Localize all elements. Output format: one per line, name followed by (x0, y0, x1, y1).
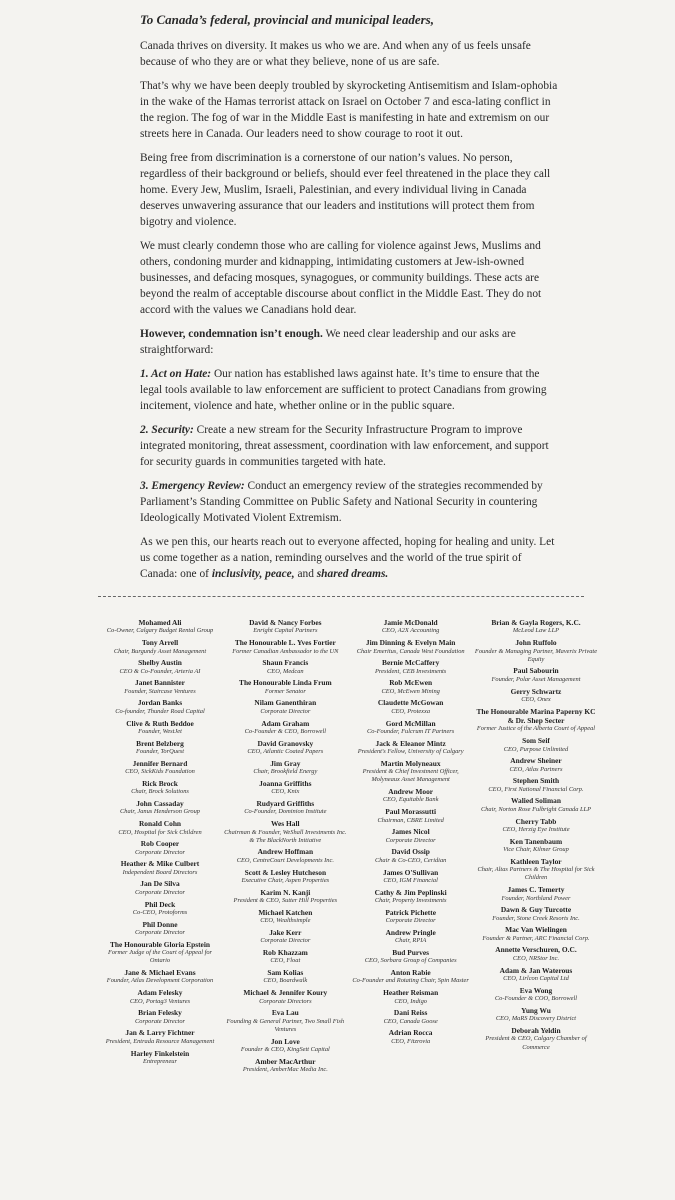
signatory-title: Founder, Polar Asset Management (491, 675, 581, 683)
signatory-title: CEO, Onex (521, 695, 551, 703)
signatory-name: Adam Graham (261, 718, 310, 728)
signatory-title: Co-Founder, Fulcrum IT Partners (367, 727, 455, 735)
signatory-name: Clive & Ruth Beddoe (126, 718, 194, 728)
signatory-title: CEO, Indigo (394, 997, 427, 1005)
signatory (349, 638, 473, 656)
signatory-title: Executive Chair, Aspen Properties (241, 876, 330, 884)
signatory (474, 666, 598, 684)
ask-security-text: Create a new stream for the Security Infrastructure Program to improve integrated monitoring, threat assessment, coordination with law enforcement, and support for security guards in communities targeted with hate. (140, 424, 549, 468)
signatory (223, 658, 347, 676)
signatory-title: CEO, Float (270, 957, 301, 965)
signatory-title: Corporate Director (260, 937, 311, 945)
signatory-name: Jamie McDonald (383, 618, 438, 627)
signatory (223, 618, 347, 636)
signatory (223, 638, 347, 656)
signatory-title: Former Canadian Ambassador to the UN (232, 647, 339, 655)
signatory-title: CEO, IGM Financial (383, 876, 438, 884)
signatory (474, 905, 598, 923)
signatory-title: Founder & Partner, ARC Financial Corp. (482, 934, 590, 942)
section-divider (98, 596, 584, 597)
signatory-title: CEO, CentreCourt Developments Inc. (236, 856, 334, 864)
signatory-title: Former Justice of the Alberta Court of Appeal (476, 725, 596, 733)
signatory (98, 1028, 222, 1046)
signatory (223, 948, 347, 966)
signatory (474, 857, 598, 883)
signatory (474, 1026, 598, 1052)
signatory-name: Adam & Jan Waterous (499, 965, 573, 975)
signatory-name: Kathleen Taylor (510, 856, 562, 866)
signatory-title: Founder, Atlas Development Corporation (106, 977, 214, 985)
signatory-name: Tony Arrell (141, 638, 179, 648)
signatory (98, 819, 222, 837)
signatory (98, 618, 222, 636)
signatory-title: CEO, Medcan (267, 667, 304, 675)
signatory-name: Cherry Tabb (515, 816, 557, 826)
signatory (349, 847, 473, 865)
signatory-name: Eva Wong (519, 985, 553, 995)
signatory-title: CEO, Knix (271, 788, 300, 796)
signatory-title: CEO, Fitzrovia (391, 1037, 431, 1045)
signatory-name: Adrian Rocca (388, 1028, 433, 1038)
signatory-name: Yung Wu (521, 1005, 551, 1015)
signatory (223, 799, 347, 817)
signatory-name: Som Seif (522, 736, 550, 746)
closing-and: and (294, 568, 317, 580)
closing-text: As we pen this, our hearts reach out to everyone affected, hoping for healing and unity. Let us come together as a nation, reminding ourselves and the world of the true spirit of Canada: one of (140, 536, 555, 580)
signatory-title: Founder, Stone Creek Resorts Inc. (492, 914, 580, 922)
signatory-title: CEO, SickKids Foundation (125, 768, 195, 776)
signatory (474, 638, 598, 664)
signatory-name: John Cassaday (136, 798, 184, 808)
signatory-title: Founder, Northland Power (501, 894, 571, 902)
signatory-title: CEO, Sorbara Group of Companies (364, 957, 457, 965)
signatory-name: Jake Kerr (269, 927, 302, 937)
signatory-name: Dani Reiss (393, 1008, 428, 1018)
signatory-name: Shaun Francis (262, 658, 309, 668)
signatory (474, 817, 598, 835)
signatory-title: Chair, Property Investments (374, 897, 447, 905)
signatory (349, 739, 473, 757)
signatory-name: The Honourable L. Yves Fortier (234, 638, 336, 648)
signatory-name: Dawn & Guy Turcotte (500, 905, 572, 915)
signatory-name: Jane & Michael Evans (124, 968, 196, 978)
signatory-name: Andrew Moor (388, 787, 434, 797)
signatory-title: Corporate Director (385, 917, 436, 925)
signatory (98, 719, 222, 737)
signatory-title: CEO, Portag3 Ventures (129, 997, 191, 1005)
signatory-title: CEO, First National Financial Corp. (488, 785, 584, 793)
signatory-name: Mac Van Wielingen (505, 925, 567, 935)
signatory-name: Rob McEwen (389, 678, 433, 688)
signatory (98, 900, 222, 918)
signatory-title: President & CEO, Calgary Chamber of Commerce (485, 1035, 587, 1051)
signatory-title: CEO, Lirlcon Capital Ltd (503, 974, 569, 982)
signatory-title: Co-Owner, Calgary Budget Rental Group (106, 627, 214, 635)
signatory-name: Michael & Jennifer Koury (243, 988, 328, 998)
signatory-name: Deborah Yeldin (511, 1025, 561, 1035)
signatory-title: Corporate Director (135, 929, 185, 937)
signatory (474, 707, 598, 734)
signatory-name: Patrick Pichette (385, 907, 436, 917)
signatory (349, 719, 473, 737)
signatory-name: Jack & Eleanor Mintz (375, 738, 446, 748)
signatory (223, 908, 347, 926)
signatory-title: Vice Chair, Kilmer Group (503, 846, 569, 854)
signatory-title: Co-Founder & CEO, Borrowell (244, 727, 327, 735)
signatory-column (349, 618, 473, 1077)
signatory-name: Bud Purves (392, 947, 430, 957)
signatory (98, 638, 222, 656)
signatory (474, 986, 598, 1004)
signatory-name: Phil Deck (144, 899, 176, 909)
signatory-name: James Nicol (391, 827, 430, 837)
signatory (223, 1057, 347, 1075)
signatory-title: CEO, Atlas Partners (509, 765, 563, 773)
signatory-name: Andrew Pringle (385, 927, 436, 937)
signatory-title: CEO, Purpose Unlimited (503, 745, 569, 753)
signatory-name: Rob Cooper (140, 839, 180, 849)
signatory (349, 698, 473, 716)
signatory-title: Co-Founder & COO, Borrowell (494, 995, 578, 1003)
signatory (98, 779, 222, 797)
signatory (98, 739, 222, 757)
signatory-title: Co-Founder and Rotating Chair, Spin Master (352, 977, 469, 985)
signatory (349, 968, 473, 986)
signatory (474, 776, 598, 794)
signatory-title: McLeod Law LLP (512, 627, 560, 635)
signatory-title: Former Judge of the Court of Appeal for Ontario (107, 949, 213, 965)
signatory-name: Annette Verschuren, O.C. (495, 945, 577, 955)
signatory-name: David & Nancy Forbes (249, 618, 322, 627)
signatory (223, 819, 347, 845)
signatory-title: Corporate Director (135, 1017, 185, 1025)
signatory (474, 618, 598, 636)
signatory (474, 885, 598, 903)
signatory (474, 796, 598, 814)
signatory (223, 988, 347, 1006)
signatory (98, 1049, 222, 1067)
signatory (349, 908, 473, 926)
paragraph-condemn: We must clearly condemn those who are calling for violence against Jews, Muslims and others, condoning murder and kidnapping, intimidating customers at Jew-ish-owned businesses, and defacing mosques, synagogues, or community buildings. These acts are beyond the realm of acceptable discourse about conflict in the Middle East. They do not accord with the values we Canadians hold dear. (140, 240, 542, 316)
signatory-title: Co-founder, Thunder Road Capital (115, 707, 205, 715)
signatory (223, 928, 347, 946)
signatory (98, 879, 222, 897)
ask-act-on-hate-text: Our nation has established laws against hate. It’s time to ensure that the legal tools available to law enforcement are sufficient to protect Canadians from growing incitement, violence and hate, whether online or in the public square. (140, 368, 547, 412)
ask-act-on-hate-label: 1. Act on Hate: (140, 368, 212, 380)
signatory-title: CEO, Atlantic Coated Papers (247, 748, 324, 756)
signatory-title: Chair, Burgundy Asset Management (113, 647, 207, 655)
signatory-title: Chairman, CBRE Limited (377, 816, 444, 824)
signatory (349, 928, 473, 946)
letter-body (140, 6, 560, 590)
signatory-title: Former Senator (264, 687, 306, 695)
signatory-name: Ken Tanenbaum (509, 836, 563, 846)
signatory-title: Corporate Director (385, 836, 436, 844)
signatory-name: John Ruffolo (515, 638, 557, 648)
signatory (223, 868, 347, 886)
signatory-name: Brian & Gayla Rogers, K.C. (491, 618, 581, 627)
signatory (223, 888, 347, 906)
signatory (349, 827, 473, 845)
signatory-name: Joanna Griffiths (259, 778, 312, 788)
signatory-name: Bernie McCaffery (382, 658, 440, 668)
signatory-title: Chair, RPIA (395, 937, 427, 945)
signatory-title: Enright Capital Partners (253, 627, 318, 635)
signatory (349, 678, 473, 696)
signatory-name: Cathy & Jim Peplinski (374, 887, 447, 897)
signatory-name: Claudette McGowan (377, 698, 444, 708)
signatory-name: Eva Lau (271, 1008, 299, 1018)
signatory-name: Jennifer Bernard (132, 758, 188, 768)
signatory-name: Martin Molyneaux (380, 758, 441, 768)
signatory (223, 719, 347, 737)
signatory-title: Independent Board Directors (122, 868, 198, 876)
signatory-name: Anton Rabie (390, 968, 431, 978)
closing-emphasis-2: shared dreams. (316, 568, 389, 580)
signatory (223, 847, 347, 865)
signatory (98, 1008, 222, 1026)
signatory-title: CEO, A2X Accounting (381, 627, 440, 635)
signatory-title: President & CEO, Sutter Hill Properties (233, 897, 338, 905)
signatory-title: President, AmberMac Media Inc. (242, 1066, 328, 1074)
signatory-name: Gord McMillan (385, 718, 436, 728)
paragraph-closing (140, 534, 560, 582)
signatory-name: Brent Belzberg (136, 738, 184, 748)
signatory-name: Harley Finkelstein (130, 1048, 190, 1058)
signatory-title: CEO & Co-Founder, Arteria AI (119, 667, 201, 675)
condemnation-rest: We need clear leadership and our asks are straightforward: (140, 328, 516, 356)
signatory-title: Founding & General Partner, Two Small Fish Ventures (226, 1017, 345, 1033)
signatory-title: Co-CEO, Protoforms (132, 908, 188, 916)
signatory (349, 1028, 473, 1046)
signatory-name: Heather Reisman (383, 988, 439, 998)
signatory-name: James C. Temerty (507, 885, 565, 895)
signatory (474, 837, 598, 855)
signatory (98, 988, 222, 1006)
signatory (349, 807, 473, 825)
signatory-name: Jordan Banks (137, 698, 183, 708)
signatory (223, 759, 347, 777)
signatory-title: Chair Emeritus, Canada West Foundation (356, 647, 465, 655)
signatory (98, 799, 222, 817)
signatory (349, 658, 473, 676)
signatory (349, 948, 473, 966)
signatory-name: David Ossip (391, 847, 430, 857)
signatory-title: Founder, TorQuest (135, 748, 185, 756)
signatory (98, 759, 222, 777)
signatory-name: Amber MacArthur (255, 1056, 316, 1066)
signatory (98, 920, 222, 938)
paragraph-diversity: Canada thrives on diversity. It makes us who we are. And when any of us feels unsafe because of who they are or what they believe, none of us are safe. (140, 40, 531, 68)
signatory-name: Rick Brock (142, 778, 178, 788)
signatory-name: Andrew Sheiner (510, 756, 562, 766)
signatory-title: Corporate Director (135, 888, 185, 896)
signatory-title: Founder, Staircase Ventures (124, 687, 196, 695)
paragraph-antisemitism-islamophobia: That’s why we have been deeply troubled by skyrocketing Antisemitism and Islam-ophobia in the wake of the Hamas terrorist attack on Israel on October 7 and esca-lating conflict in the region. The fog of war in the Middle East is manifesting in hate and extremism on our streets here in Canada. Our leaders need to show courage to root it out. (140, 80, 558, 140)
signatory-name: James O'Sullivan (383, 867, 439, 877)
signatory (223, 1037, 347, 1055)
signatory-title: Corporate Director (260, 707, 311, 715)
signatory-name: Rudyard Griffiths (256, 798, 315, 808)
paragraph-condemnation-not-enough (140, 326, 560, 358)
signatory (223, 1008, 347, 1034)
signatory (349, 787, 473, 805)
signatory-title: CEO, NRStor Inc. (512, 954, 560, 962)
signatory-name: Jan De Silva (140, 879, 180, 889)
signatory-title: Corporate Directors (259, 997, 312, 1005)
signatory-column (474, 618, 598, 1077)
signatory-column (98, 618, 222, 1077)
signatory (223, 698, 347, 716)
signatory-name: Ronald Cohn (138, 819, 182, 829)
signatory (349, 618, 473, 636)
signatory-name: Sam Kolias (267, 968, 304, 978)
signatory-name: Janet Bannister (135, 678, 185, 688)
signatory-title: CEO, Protexxa (391, 707, 431, 715)
signatory-title: CEO, Canada Goose (383, 1017, 438, 1025)
signatory (474, 966, 598, 984)
signatory-title: CEO, Hospital for Sick Children (118, 828, 202, 836)
signatory-title: Co-Founder, Dominion Institute (244, 808, 327, 816)
signatory-title: Chair, Norton Rose Fulbright Canada LLP (480, 805, 592, 813)
signatory-name: Nilam Ganenthiran (254, 698, 317, 708)
signatory-name: Michael Katchen (258, 907, 313, 917)
signatory-column (223, 618, 347, 1077)
signatory-title: CEO, MaRS Discovery District (495, 1015, 577, 1023)
signatory-title: Corporate Director (135, 848, 185, 856)
signatory-name: Andrew Hoffman (257, 847, 314, 857)
signatory (98, 968, 222, 986)
signatory (98, 839, 222, 857)
signatory-name: Jim Gray (270, 758, 301, 768)
signatory-title: CEO, Equitable Bank (382, 796, 439, 804)
signatory-name: Wes Hall (271, 819, 300, 829)
ask-emergency-review-label: 3. Emergency Review: (140, 480, 245, 492)
signatory-title: President & Chief Investment Officer, Molyneaux Asset Management (362, 768, 459, 784)
signatory-name: Heather & Mike Culbert (120, 859, 200, 869)
signatory-name: Jan & Larry Fichtner (125, 1028, 195, 1038)
signatory-title: Chair, Brookfield Energy (253, 768, 318, 776)
signatory-title: CEO, Wealthsimple (260, 917, 311, 925)
signatory (349, 759, 473, 785)
ask-emergency-review (140, 478, 560, 526)
signatory-title: Founder, WestJet (138, 727, 182, 735)
signatory-name: Walied Soliman (511, 796, 561, 806)
signatory (98, 678, 222, 696)
signatory-title: Chair & Co-CEO, Ceridian (374, 856, 447, 864)
signatory-name: Brian Felesky (138, 1008, 182, 1018)
signatory (349, 868, 473, 886)
signatory-title: Entrepreneur (143, 1057, 177, 1065)
signatory-name: Phil Donne (142, 919, 178, 929)
signatory-name: Jim Dinning & Evelyn Main (365, 638, 456, 648)
signatory (223, 779, 347, 797)
signatory-name: Rob Khazzam (262, 947, 308, 957)
signatory (474, 756, 598, 774)
signatory-name: Paul Sabourin (513, 666, 559, 676)
signatory (474, 1006, 598, 1024)
ask-security (140, 422, 560, 470)
signatory (98, 698, 222, 716)
signatory (349, 888, 473, 906)
signatory-title: President, CEB Investments (375, 667, 447, 675)
signatory-name: Jon Love (270, 1036, 300, 1046)
signatory-name: Paul Morassutti (385, 807, 437, 817)
signatory (474, 945, 598, 963)
salutation: To Canada’s federal, provincial and municipal leaders, (140, 12, 434, 27)
signatory-name: Gerry Schwartz (510, 686, 562, 696)
signatory (223, 739, 347, 757)
signatory (223, 678, 347, 696)
signatory (349, 1008, 473, 1026)
signatory-title: President's Fellow, University of Calgary (357, 748, 464, 756)
signatory-title: Chairman & Founder, WeShall Investments Inc. & The BlackNorth Initiative (224, 828, 347, 844)
paragraph-discrimination: Being free from discrimination is a cornerstone of our nation’s values. No person, regardless of their background or beliefs, should ever feel threatened in the place they call home. Every Jew, Muslim, Israeli, Palestinian, and every individual living in Canada deserves unwavering assurance that our leaders and institutions will protect them from bigotry and violence. (140, 152, 551, 228)
signatory-name: Shelby Austin (138, 658, 182, 668)
signatory (349, 988, 473, 1006)
signatory (98, 859, 222, 877)
signatory-title: Founder & Managing Partner, Maverix Private Equity (474, 647, 598, 663)
signatory-title: Chair, Janus Henderson Group (119, 808, 200, 816)
signatory-name: Karim N. Kanji (260, 887, 311, 897)
signatory-title: President, Entrada Resource Management (105, 1037, 215, 1045)
signatory-title: Founder & CEO, KingSett Capital (240, 1046, 330, 1053)
signatory-title: Chair, Brock Solutions (131, 788, 189, 796)
signatory (98, 658, 222, 676)
signatory-title: CEO, McEwen Mining (381, 687, 440, 695)
signatory (474, 925, 598, 943)
signatory (474, 687, 598, 705)
signatory-name: Scott & Lesley Hutcheson (244, 867, 327, 877)
signatories (98, 618, 598, 1077)
condemnation-lead: However, condemnation isn’t enough. (140, 328, 323, 340)
closing-emphasis-1: inclusivity, peace, (211, 568, 295, 580)
signatory-name: Adam Felesky (137, 988, 183, 998)
signatory-name: David Granovsky (257, 738, 314, 748)
signatory (223, 968, 347, 986)
ask-act-on-hate (140, 366, 560, 414)
signatory-name: Mohamed Ali (138, 618, 182, 627)
signatory-title: CEO, Boardwalk (263, 977, 308, 985)
signatory-name: The Honourable Linda Frum (239, 678, 332, 688)
signatory-name: The Honourable Marina Paperny KC & Dr. Shep Secter (476, 706, 596, 726)
signatory-name: Stephen Smith (512, 776, 560, 786)
signatory (474, 736, 598, 754)
signatory-title: CEO, Herzig Eye Institute (502, 826, 570, 833)
ask-security-label: 2. Security: (140, 424, 194, 436)
signatory-name: The Honourable Gloria Epstein (110, 939, 210, 949)
signatory (98, 940, 222, 966)
signatory-title: Chair, Altas Partners & The Hospital for Sick Children (477, 866, 595, 882)
ask-emergency-review-text: Conduct an emergency review of the strategies recommended by Parliament’s Standing Committee on Public Safety and National Security in countering Ideologically Motivated Violent Extremism. (140, 480, 543, 524)
